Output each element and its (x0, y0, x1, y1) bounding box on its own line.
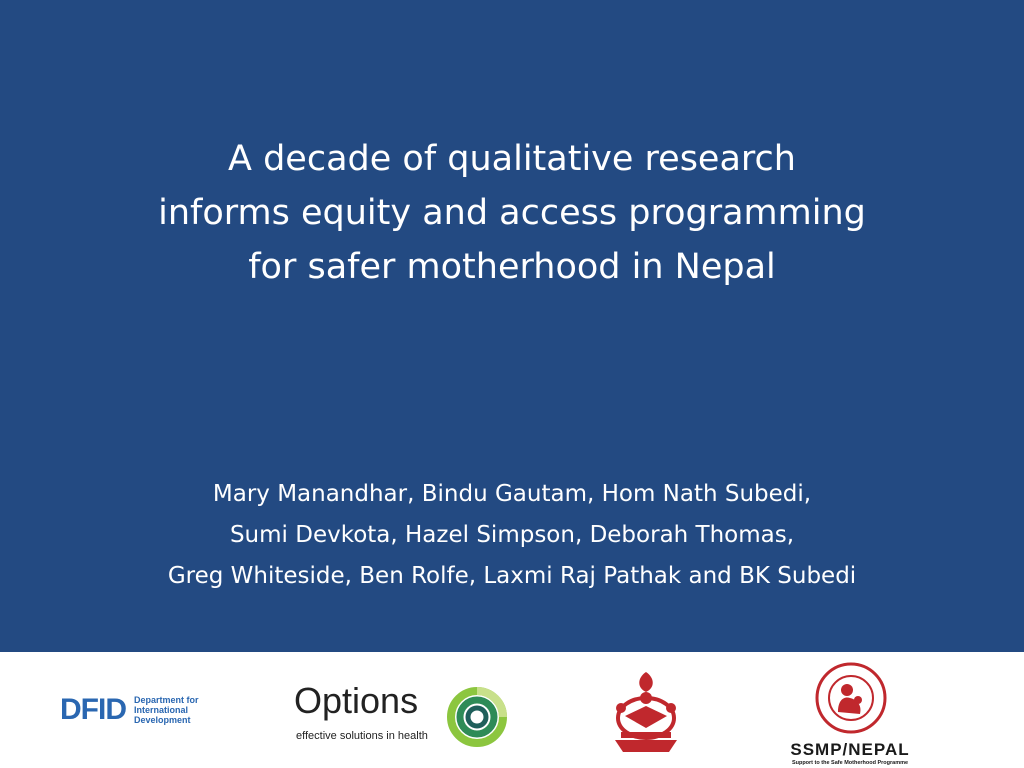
dfid-subtitle-line: Development (134, 715, 191, 725)
title-line: A decade of qualitative research (228, 139, 796, 179)
title-line: informs equity and access programming (158, 193, 866, 233)
slide-title (100, 132, 924, 294)
author-list (60, 474, 964, 597)
ssmp-logo (784, 656, 916, 768)
ssmp-subtitle: Support to the Safe Motherhood Programme (791, 760, 909, 766)
dfid-subtitle (134, 695, 199, 725)
author-line: Mary Manandhar, Bindu Gautam, Hom Nath Subedi, (212, 481, 812, 507)
options-tagline: effective solutions in health (296, 730, 428, 742)
nepal-government-emblem-icon (607, 668, 685, 756)
options-wordmark: Options (294, 680, 419, 721)
title-line: for safer motherhood in Nepal (248, 247, 776, 287)
ssmp-wordmark: SSMP/NEPAL (790, 740, 910, 759)
mother-child-seal-icon (814, 660, 888, 736)
author-line: Sumi Devkota, Hazel Simpson, Deborah Thomas, (229, 522, 795, 548)
options-ring-icon (446, 686, 508, 748)
dfid-subtitle-line: Department for (134, 695, 199, 705)
dfid-subtitle-line: International (134, 705, 189, 715)
options-logo (294, 680, 516, 750)
dfid-logo (60, 690, 199, 730)
dfid-wordmark: DFID (60, 693, 126, 726)
author-line: Greg Whiteside, Ben Rolfe, Laxmi Raj Pathak and BK Subedi (167, 563, 857, 589)
